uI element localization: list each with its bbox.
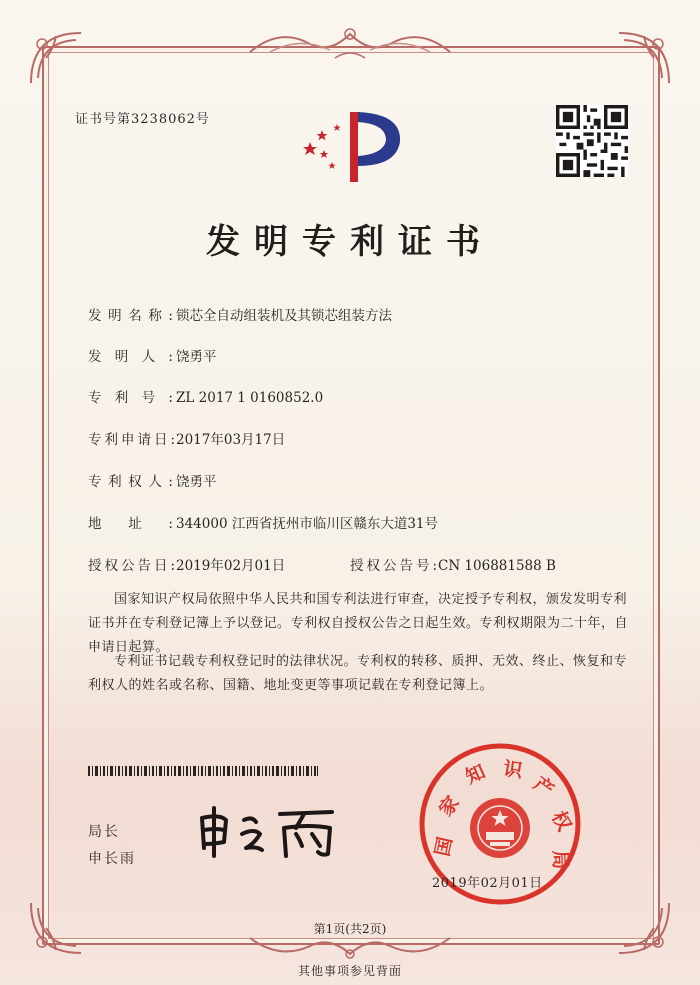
top-ornament [240, 22, 460, 62]
grant-statement-paragraph: 国家知识产权局依照中华人民共和国专利法进行审查，决定授予专利权，颁发发明专利证书并在专利登记簿上予以登记。专利权自授权公告之日起生效。专利权期限为二十年，自申请日起算。 [88, 592, 629, 655]
handwritten-signature [192, 800, 342, 860]
invention-name-row [88, 304, 392, 324]
grant-date-value: 2019年02月01日 [176, 558, 286, 574]
patentee-label: 专利权人: [88, 474, 176, 490]
filing-date-value: 2017年03月17日 [176, 432, 286, 448]
svg-text:国: 国 [431, 835, 457, 859]
patent-number-value: ZL 2017 1 0160852.0 [176, 390, 324, 406]
address-label: 地址: [88, 516, 176, 532]
invention-name-value: 锁芯全自动组装机及其锁芯组装方法 [176, 308, 392, 324]
inventor-value: 饶勇平 [176, 349, 217, 365]
qr-code [556, 105, 628, 177]
inventor-label: 发明人: [88, 349, 176, 365]
svg-text:知: 知 [462, 760, 489, 789]
grant-date-row [88, 554, 285, 574]
grant-number-label: 授权公告号: [350, 558, 441, 574]
patent-number-label: 专利号: [88, 390, 176, 406]
grant-number-value: CN 106881588 B [438, 558, 556, 574]
certificate-title: 发明专利证书 [206, 222, 494, 262]
svg-text:局: 局 [548, 849, 572, 870]
address-row [88, 512, 438, 532]
certificate-number: 证书号第3238062号 [75, 112, 210, 127]
signatory-title: 局长 [88, 824, 120, 840]
seal-date: 2019年02月01日 [432, 876, 543, 891]
grant-number-row [350, 554, 556, 574]
inventor-row [88, 345, 217, 365]
cnipa-logo [300, 104, 410, 184]
legal-status-paragraph: 专利证书记载专利权登记时的法律状况。专利权的转移、质押、无效、终止、恢复和专利权人的姓名或名称、国籍、地址变更等事项记载在专利登记簿上。 [88, 654, 628, 693]
corner-ornament-tl [26, 28, 86, 88]
signatory-name: 申长雨 [88, 851, 136, 867]
filing-date-label: 专利申请日: [88, 432, 179, 448]
patentee-row [88, 470, 217, 490]
address-value: 344000 江西省抚州市临川区赣东大道31号 [176, 516, 439, 532]
patentee-value: 饶勇平 [176, 474, 217, 490]
svg-text:识: 识 [501, 757, 524, 783]
page-indicator: 第1页(共2页) [313, 922, 387, 936]
barcode [88, 766, 318, 776]
svg-text:权: 权 [547, 807, 576, 835]
back-note: 其他事项参见背面 [297, 964, 402, 978]
corner-ornament-tr [614, 28, 674, 88]
svg-text:家: 家 [434, 792, 464, 821]
svg-text:产: 产 [529, 772, 558, 802]
patent-number-row [88, 386, 323, 406]
grant-date-label: 授权公告日: [88, 558, 179, 574]
invention-name-label: 发明名称: [88, 308, 176, 324]
filing-date-row [88, 428, 285, 448]
